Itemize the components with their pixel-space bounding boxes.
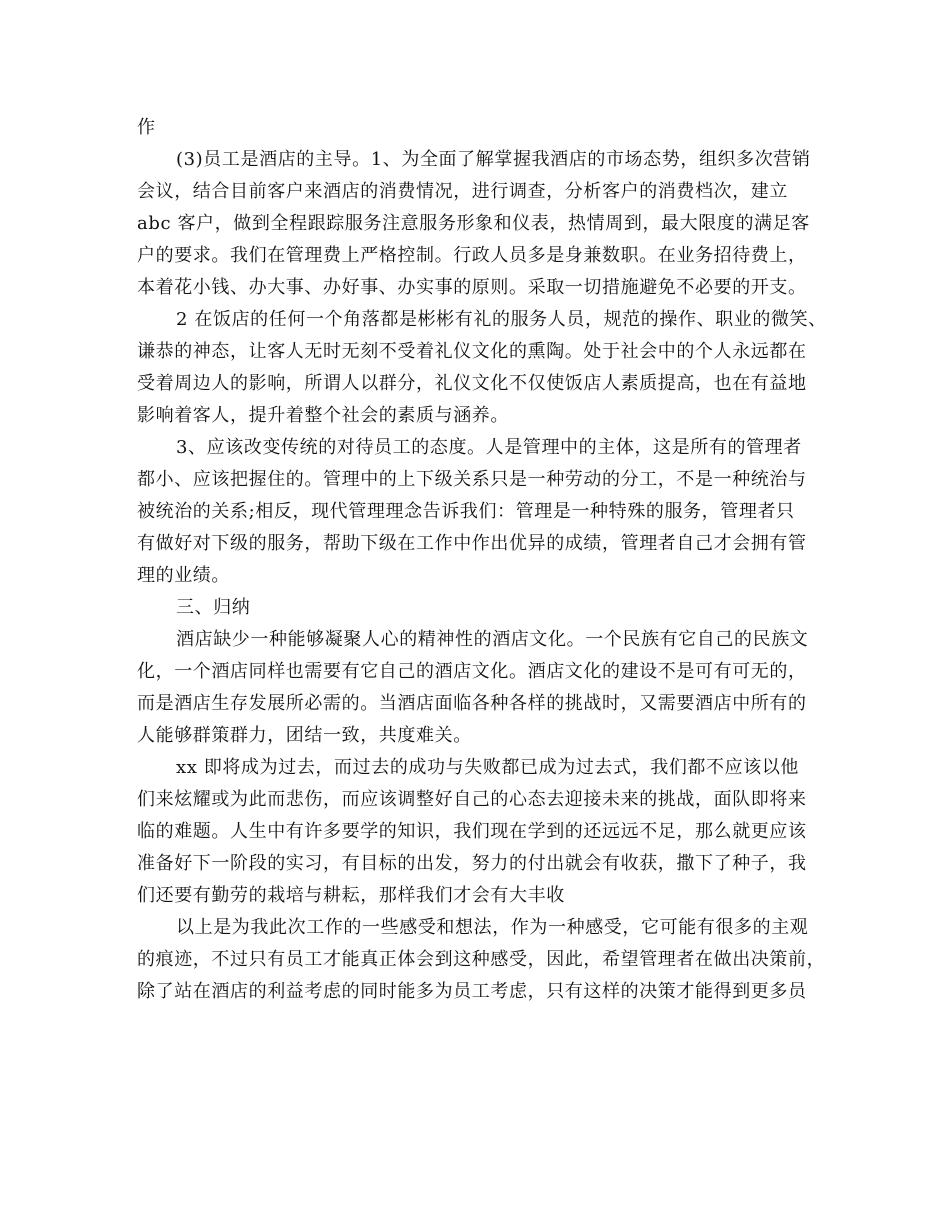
text-line: 化，一个酒店同样也需要有它自己的酒店文化。酒店文化的建设不是可有可无的， <box>137 661 807 682</box>
text-line: 本着花小钱、办大事、办好事、办实事的原则。采取一切措施避免不必要的开支。 <box>137 277 807 298</box>
text-line: 会议，结合目前客户来酒店的消费情况，进行调查，分析客户的消费档次，建立 <box>137 181 788 202</box>
paragraph-start-line: 2 在饭店的任何一个角落都是彬彬有礼的服务人员，规范的操作、职业的微笑、 <box>176 309 827 330</box>
text-line: 临的难题。人生中有许多要学的知识，我们现在学到的还远远不足，那么就更应该 <box>137 821 807 842</box>
paragraph-start-line: 3、应该改变传统的对待员工的态度。人是管理中的主体，这是所有的管理者 <box>176 437 802 458</box>
text-line: 影响着客人，提升着整个社会的素质与涵养。 <box>137 405 509 426</box>
text-line: 谦恭的神态，让客人无时无刻不受着礼仪文化的熏陶。处于社会中的个人永远都在 <box>137 341 807 362</box>
text-line: 户的要求。我们在管理费上严格控制。行政人员多是身兼数职。在业务招待费上， <box>137 245 807 266</box>
paragraph-start-line: 酒店缺少一种能够凝聚人心的精神性的酒店文化。一个民族有它自己的民族文 <box>176 629 809 650</box>
text-line: 的痕迹，不过只有员工才能真正体会到这种感受，因此，希望管理者在做出决策前， <box>137 949 826 970</box>
text-line: 有做好对下级的服务，帮助下级在工作中作出优异的成绩，管理者自己才会拥有管 <box>137 533 807 554</box>
text-line: 除了站在酒店的利益考虑的同时能多为员工考虑，只有这样的决策才能得到更多员 <box>137 981 807 1002</box>
section-heading: 三、归纳 <box>176 597 251 618</box>
text-line: 受着周边人的影响，所谓人以群分，礼仪文化不仅使饭店人素质提高，也在有益地 <box>137 373 807 394</box>
text-line: 都小、应该把握住的。管理中的上下级关系只是一种劳动的分工，不是一种统治与 <box>137 469 807 490</box>
text-line: 们来炫耀或为此而悲伤，而应该调整好自己的心态去迎接未来的挑战，面队即将来 <box>137 789 807 810</box>
text-line: 理的业绩。 <box>137 565 230 586</box>
paragraph-start-line: 以上是为我此次工作的一些感受和想法，作为一种感受，它可能有很多的主观 <box>176 917 809 938</box>
text-line: 人能够群策群力，团结一致，共度难关。 <box>137 725 472 746</box>
document-body <box>137 112 827 1008</box>
text-line: 准备好下一阶段的实习，有目标的出发，努力的付出就会有收获，撒下了种子，我 <box>137 853 807 874</box>
text-line: 而是酒店生存发展所必需的。当酒店面临各种各样的挑战时，又需要酒店中所有的 <box>137 693 807 714</box>
text-line: 们还要有勤劳的栽培与耕耘，那样我们才会有大丰收 <box>137 885 565 906</box>
paragraph-start-line: xx 即将成为过去，而过去的成功与失败都已成为过去式，我们都不应该以他 <box>176 757 800 778</box>
text-line: abc 客户，做到全程跟踪服务注意服务形象和仪表，热情周到，最大限度的满足客 <box>137 213 810 234</box>
paragraph-start-line: (3)员工是酒店的主导。1、为全面了解掌握我酒店的市场态势，组织多次营销 <box>176 149 811 170</box>
text-line: 作 <box>137 117 156 138</box>
text-line: 被统治的关系;相反，现代管理理念告诉我们：管理是一种特殊的服务，管理者只 <box>137 501 795 522</box>
